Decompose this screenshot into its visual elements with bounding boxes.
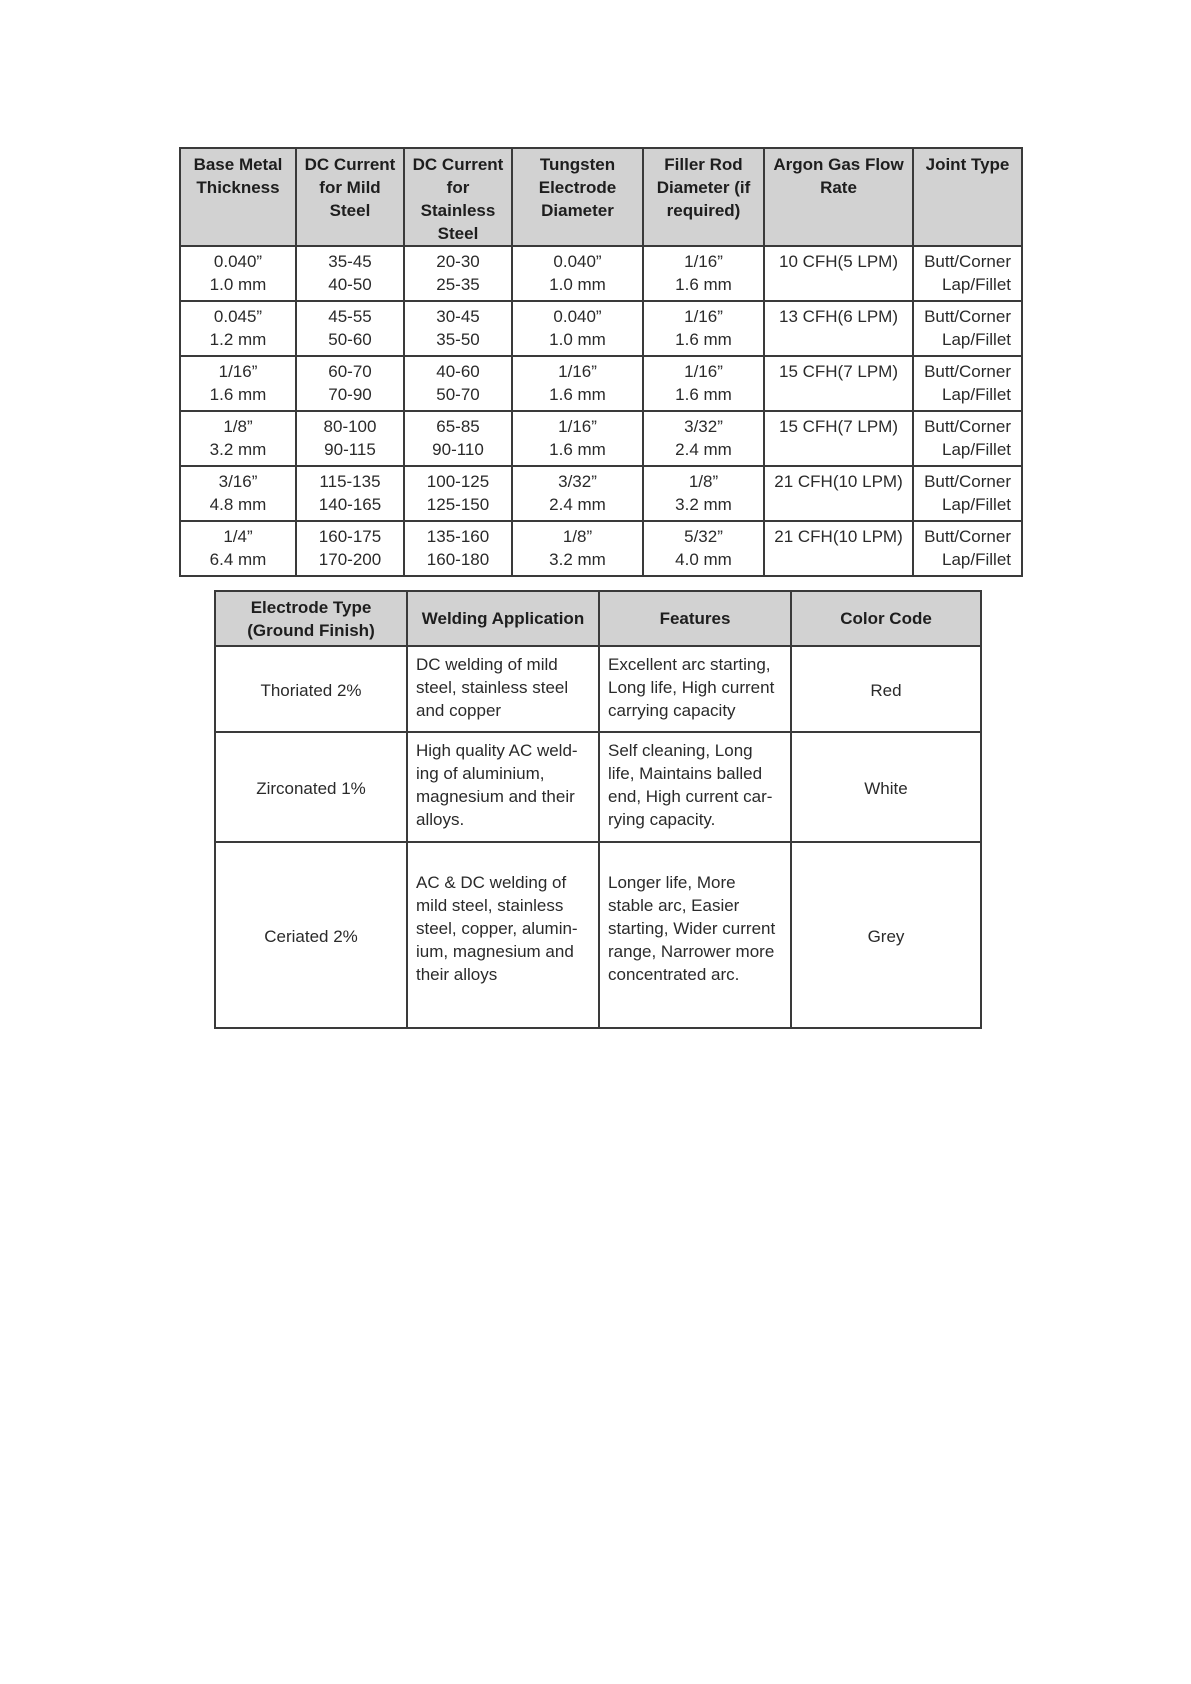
cell-line: 35-50 <box>436 330 480 349</box>
cell-line: 1/8” <box>562 527 593 546</box>
cell-line: 40-60 <box>436 362 480 381</box>
header-color-code: Color Code <box>791 591 981 646</box>
features-cell: Excellent arc starting, Long life, High current carrying capacity <box>599 646 791 732</box>
cell-line: 1.6 mm <box>209 385 267 404</box>
argon-gas-flow-rate-cell <box>764 246 913 301</box>
filler-rod-diameter-cell <box>643 246 764 301</box>
cell-line: 21 CFH(10 LPM) <box>774 472 903 491</box>
dc-current-mild-steel-cell <box>296 521 404 576</box>
electrode-type-cell: Thoriated 2% <box>215 646 407 732</box>
table-row <box>215 732 981 842</box>
cell-line: 1/16” <box>684 362 723 381</box>
cell-line: 1.6 mm <box>549 440 606 459</box>
cell-line: 50-60 <box>328 330 372 349</box>
features-cell: Longer life, More stable arc, Easier starting, Wider current range, Narrower more concentrated arc. <box>599 842 791 1028</box>
cell-line: 25-35 <box>436 275 480 294</box>
cell-line: 1.6 mm <box>675 385 732 404</box>
cell-line: 115-135 <box>319 472 381 491</box>
joint-type-cell <box>913 521 1022 576</box>
cell-line: 1.6 mm <box>675 330 732 349</box>
tungsten-electrode-diameter-cell <box>512 466 643 521</box>
cell-line: 1/16” <box>218 362 258 381</box>
cell-line: 1/8” <box>223 417 253 436</box>
base-metal-thickness-cell <box>180 466 296 521</box>
cell-line: 30-45 <box>436 307 480 326</box>
cell-line: 1/8” <box>688 472 719 491</box>
argon-gas-flow-rate-cell <box>764 356 913 411</box>
cell-line: Butt/Corner <box>924 527 1011 546</box>
cell-line: 0.045” <box>213 307 263 326</box>
cell-line: 6.4 mm <box>209 550 267 569</box>
tig-parameters-table <box>179 147 1023 577</box>
welding-application-cell: DC welding of mild steel, stainless steel and copper <box>407 646 599 732</box>
cell-line: 1.0 mm <box>549 275 606 294</box>
cell-line: 15 CFH(7 LPM) <box>778 362 899 381</box>
joint-type-cell <box>913 356 1022 411</box>
dc-current-mild-steel-cell <box>296 301 404 356</box>
argon-gas-flow-rate-cell <box>764 301 913 356</box>
tungsten-electrode-diameter-cell <box>512 301 643 356</box>
cell-line: 170-200 <box>318 550 382 569</box>
cell-line: 50-70 <box>436 385 480 404</box>
cell-line: 65-85 <box>436 417 480 436</box>
cell-line: 90-115 <box>324 440 376 459</box>
cell-line: 5/32” <box>684 527 723 546</box>
tungsten-electrode-diameter-cell <box>512 356 643 411</box>
header-welding-application: Welding Application <box>407 591 599 646</box>
cell-line: Lap/Fillet <box>942 495 1011 514</box>
electrode-type-cell: Zirconated 1% <box>215 732 407 842</box>
joint-type-cell <box>913 466 1022 521</box>
base-metal-thickness-cell <box>180 411 296 466</box>
cell-line: 2.4 mm <box>675 440 732 459</box>
cell-line: 20-30 <box>436 252 480 271</box>
cell-line: 4.8 mm <box>209 495 267 514</box>
cell-line: 21 CFH(10 LPM) <box>774 527 903 546</box>
joint-type-cell <box>913 246 1022 301</box>
cell-line: 40-50 <box>328 275 372 294</box>
table-header-row <box>215 591 981 646</box>
welding-application-cell: AC & DC welding of mild steel, stainless steel, copper, alumin- ium, magnesium and their alloys <box>407 842 599 1028</box>
cell-line: 70-90 <box>328 385 372 404</box>
cell-line: 90-110 <box>432 440 484 459</box>
cell-line: Butt/Corner <box>924 362 1011 381</box>
table-row <box>180 356 1022 411</box>
header-electrode-type: Electrode Type (Ground Finish) <box>215 591 407 646</box>
dc-current-stainless-steel-cell <box>404 466 512 521</box>
cell-line: 1.6 mm <box>675 275 732 294</box>
filler-rod-diameter-cell <box>643 356 764 411</box>
joint-type-cell <box>913 301 1022 356</box>
base-metal-thickness-cell <box>180 246 296 301</box>
filler-rod-diameter-cell <box>643 466 764 521</box>
dc-current-mild-steel-cell <box>296 246 404 301</box>
table-row <box>215 842 981 1028</box>
filler-rod-diameter-cell <box>643 521 764 576</box>
cell-line: Lap/Fillet <box>942 275 1011 294</box>
filler-rod-diameter-cell <box>643 411 764 466</box>
joint-type-cell <box>913 411 1022 466</box>
cell-line: 4.0 mm <box>675 550 732 569</box>
cell-line: 0.040” <box>213 252 263 271</box>
cell-line: 135-160 <box>426 527 490 546</box>
cell-line: 3/32” <box>684 417 723 436</box>
header-dc-current-mild-steel: DC Current for Mild Steel <box>296 148 404 246</box>
color-code-cell: White <box>791 732 981 842</box>
color-code-cell: Red <box>791 646 981 732</box>
cell-line: 160-175 <box>318 527 382 546</box>
features-cell: Self cleaning, Long life, Maintains balled end, High current car- rying capacity. <box>599 732 791 842</box>
cell-line: 100-125 <box>426 472 490 491</box>
cell-line: 0.040” <box>553 252 602 271</box>
cell-line: Butt/Corner <box>924 307 1011 326</box>
cell-line: 2.4 mm <box>549 495 606 514</box>
argon-gas-flow-rate-cell <box>764 411 913 466</box>
dc-current-mild-steel-cell <box>296 411 404 466</box>
table-row <box>215 646 981 732</box>
cell-line: Lap/Fillet <box>942 385 1011 404</box>
header-tungsten-electrode-diameter: Tungsten Electrode Diameter <box>512 148 643 246</box>
cell-line: 13 CFH(6 LPM) <box>778 307 899 326</box>
dc-current-stainless-steel-cell <box>404 411 512 466</box>
cell-line: 140-165 <box>318 495 382 514</box>
cell-line: 1.2 mm <box>209 330 267 349</box>
cell-line: 1/4” <box>223 527 253 546</box>
cell-line: 3/16” <box>218 472 258 491</box>
cell-line: 35-45 <box>328 252 372 271</box>
filler-rod-diameter-cell <box>643 301 764 356</box>
argon-gas-flow-rate-cell <box>764 466 913 521</box>
cell-line: 10 CFH(5 LPM) <box>778 252 899 271</box>
cell-line: Butt/Corner <box>924 472 1011 491</box>
tungsten-electrode-diameter-cell <box>512 411 643 466</box>
table-row <box>180 411 1022 466</box>
argon-gas-flow-rate-cell <box>764 521 913 576</box>
table-row <box>180 521 1022 576</box>
dc-current-stainless-steel-cell <box>404 246 512 301</box>
header-joint-type: Joint Type <box>913 148 1022 246</box>
cell-line: Butt/Corner <box>924 252 1011 271</box>
cell-line: 3.2 mm <box>549 550 606 569</box>
tungsten-electrode-diameter-cell <box>512 521 643 576</box>
cell-line: 1/16” <box>684 307 723 326</box>
cell-line: 1.6 mm <box>549 385 606 404</box>
table-row <box>180 301 1022 356</box>
cell-line: 80-100 <box>323 417 377 436</box>
color-code-cell: Grey <box>791 842 981 1028</box>
cell-line: 3.2 mm <box>209 440 267 459</box>
cell-line: 1/16” <box>558 362 597 381</box>
cell-line: 15 CFH(7 LPM) <box>778 417 899 436</box>
cell-line: 3.2 mm <box>675 495 732 514</box>
header-base-metal-thickness: Base Metal Thickness <box>180 148 296 246</box>
cell-line: 160-180 <box>426 550 490 569</box>
cell-line: Butt/Corner <box>924 417 1011 436</box>
table-header-row <box>180 148 1022 246</box>
electrode-type-cell: Ceriated 2% <box>215 842 407 1028</box>
base-metal-thickness-cell <box>180 521 296 576</box>
cell-line: 0.040” <box>553 307 602 326</box>
welding-application-cell: High quality AC weld- ing of aluminium, magnesium and their alloys. <box>407 732 599 842</box>
dc-current-stainless-steel-cell <box>404 356 512 411</box>
header-filler-rod-diameter: Filler Rod Diameter (if required) <box>643 148 764 246</box>
cell-line: 1/16” <box>684 252 723 271</box>
cell-line: 45-55 <box>328 307 372 326</box>
cell-line: 1.0 mm <box>549 330 606 349</box>
tungsten-electrode-diameter-cell <box>512 246 643 301</box>
dc-current-mild-steel-cell <box>296 356 404 411</box>
header-dc-current-stainless-steel: DC Current for Stainless Steel <box>404 148 512 246</box>
dc-current-stainless-steel-cell <box>404 301 512 356</box>
cell-line: Lap/Fillet <box>942 550 1011 569</box>
cell-line: 3/32” <box>558 472 597 491</box>
cell-line: Lap/Fillet <box>942 440 1011 459</box>
table-row <box>180 466 1022 521</box>
header-argon-gas-flow-rate: Argon Gas Flow Rate <box>764 148 913 246</box>
base-metal-thickness-cell <box>180 356 296 411</box>
cell-line: Lap/Fillet <box>942 330 1011 349</box>
cell-line: 60-70 <box>328 362 372 381</box>
table-row <box>180 246 1022 301</box>
cell-line: 1/16” <box>558 417 597 436</box>
cell-line: 125-150 <box>426 495 490 514</box>
base-metal-thickness-cell <box>180 301 296 356</box>
dc-current-mild-steel-cell <box>296 466 404 521</box>
header-features: Features <box>599 591 791 646</box>
dc-current-stainless-steel-cell <box>404 521 512 576</box>
cell-line: 1.0 mm <box>209 275 267 294</box>
electrode-types-table <box>214 590 982 1029</box>
